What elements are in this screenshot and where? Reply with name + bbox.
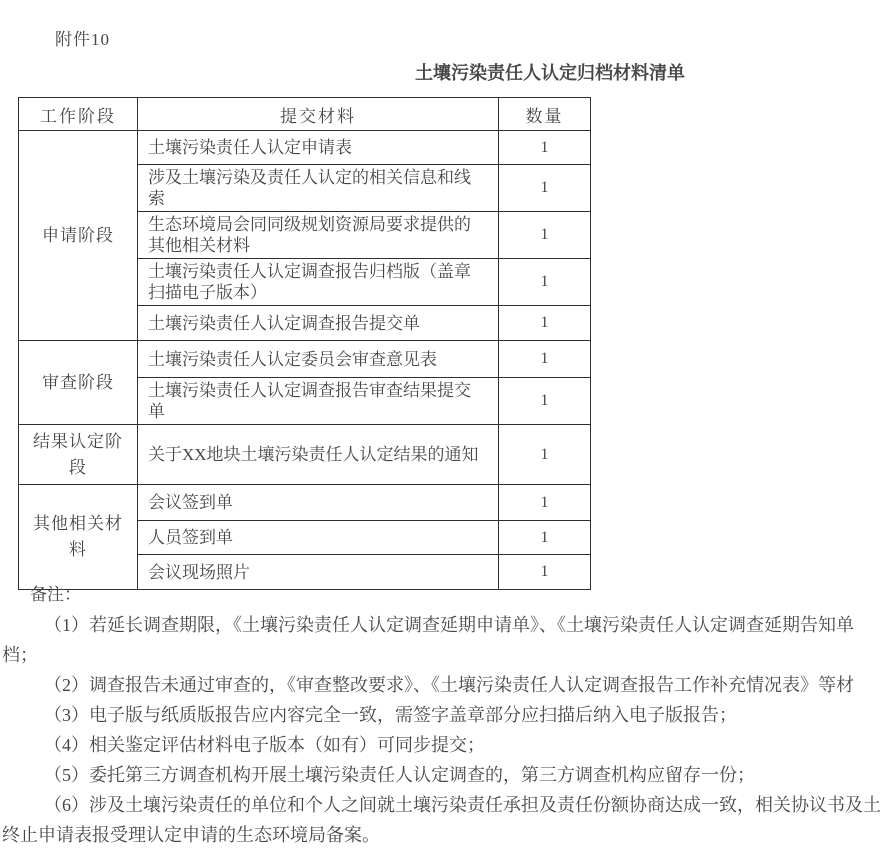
- stage-cell-application: 申请阶段: [19, 131, 138, 341]
- stage-cell-other: 其他相关材料: [19, 485, 138, 590]
- material-cell: 土壤污染责任人认定委员会审查意见表: [138, 341, 499, 378]
- note-line-6-continuation: 终止申请表报受理认定申请的生态环境局备案。: [2, 825, 380, 845]
- quantity-cell: 1: [499, 259, 591, 306]
- notes-section: [0, 580, 886, 850]
- quantity-cell: 1: [499, 341, 591, 378]
- material-cell: 会议现场照片: [138, 555, 499, 590]
- note-line-1-continuation: 档；: [2, 645, 38, 665]
- note-line-4: （4）相关鉴定评估材料电子版本（如有）可同步提交；: [44, 735, 485, 755]
- column-header-material: 提交材料: [138, 98, 499, 131]
- attachment-label: 附件10: [55, 30, 110, 49]
- column-header-stage: 工作阶段: [19, 98, 138, 131]
- material-cell: 土壤污染责任人认定调查报告提交单: [138, 306, 499, 341]
- quantity-cell: 1: [499, 555, 591, 590]
- note-line-5: （5）委托第三方调查机构开展土壤污染责任人认定调查的，第三方调查机构应留存一份；: [44, 765, 755, 785]
- table-row: [19, 131, 591, 165]
- stage-cell-review: 审查阶段: [19, 341, 138, 425]
- table-row: [19, 425, 591, 485]
- quantity-cell: 1: [499, 306, 591, 341]
- note-line-2: （2）调查报告未通过审查的，《审查整改要求》、《土壤污染责任人认定调查报告工作补充情况表》等材: [44, 675, 854, 695]
- stage-cell-result: 结果认定阶段: [19, 425, 138, 485]
- quantity-cell: 1: [499, 165, 591, 212]
- material-cell: 土壤污染责任人认定调查报告审查结果提交单: [138, 378, 499, 425]
- note-line-6: （6）涉及土壤污染责任的单位和个人之间就土壤污染责任承担及责任份额协商达成一致，相关协议书及土: [44, 795, 881, 815]
- quantity-cell: 1: [499, 485, 591, 521]
- material-cell: 土壤污染责任人认定调查报告归档版（盖章扫描电子版本）: [138, 259, 499, 306]
- material-cell: 会议签到单: [138, 485, 499, 521]
- material-cell: 关于XX地块土壤污染责任人认定结果的通知: [138, 425, 499, 485]
- table-row: [19, 485, 591, 521]
- notes-label: 备注：: [30, 585, 81, 604]
- page-title: 土壤污染责任人认定归档材料清单: [415, 63, 685, 83]
- note-line-3: （3）电子版与纸质版报告应内容完全一致，需签字盖章部分应扫描后纳入电子版报告；: [44, 705, 737, 725]
- note-line-1: （1）若延长调查期限，《土壤污染责任人认定调查延期申请单》、《土壤污染责任人认定调查延期告知单: [44, 615, 854, 635]
- table-row: [19, 341, 591, 378]
- material-cell: 涉及土壤污染及责任人认定的相关信息和线索: [138, 165, 499, 212]
- material-cell: 土壤污染责任人认定申请表: [138, 131, 499, 165]
- materials-table: [18, 97, 591, 590]
- column-header-quantity: 数量: [499, 98, 591, 131]
- quantity-cell: 1: [499, 521, 591, 555]
- quantity-cell: 1: [499, 212, 591, 259]
- table-header-row: [19, 98, 591, 131]
- material-cell: 生态环境局会同同级规划资源局要求提供的其他相关材料: [138, 212, 499, 259]
- quantity-cell: 1: [499, 131, 591, 165]
- quantity-cell: 1: [499, 378, 591, 425]
- material-cell: 人员签到单: [138, 521, 499, 555]
- quantity-cell: 1: [499, 425, 591, 485]
